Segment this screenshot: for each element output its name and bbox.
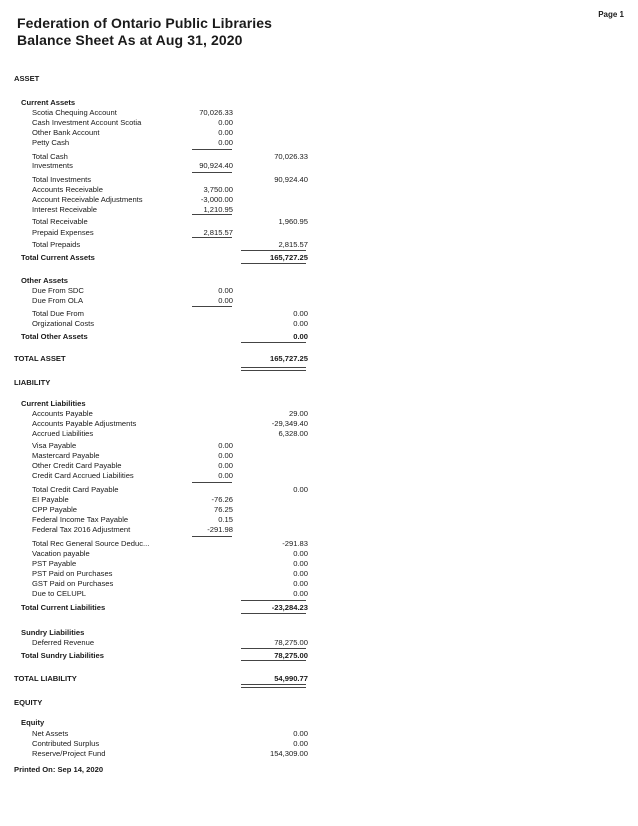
account-label: Reserve/Project Fund bbox=[32, 749, 106, 758]
total-amount: 0.00 bbox=[293, 729, 308, 738]
detail-amount: 70,026.33 bbox=[199, 108, 233, 117]
total-amount: 6,328.00 bbox=[278, 429, 308, 438]
account-label: CPP Payable bbox=[32, 505, 78, 514]
detail-amount: -3,000.00 bbox=[200, 195, 233, 204]
total-amount: 78,275.00 bbox=[274, 651, 308, 660]
detail-amount: 0.00 bbox=[218, 441, 233, 450]
detail-amount: 0.00 bbox=[218, 461, 233, 470]
account-label: ASSET bbox=[14, 74, 40, 83]
subtotal-rule bbox=[241, 367, 306, 368]
account-label: Total Cash bbox=[32, 152, 68, 161]
account-label: Accounts Receivable bbox=[32, 185, 103, 194]
subtotal-rule bbox=[241, 250, 306, 251]
subtotal-rule bbox=[192, 214, 232, 215]
row-liability bbox=[0, 377, 638, 388]
total-amount: -29,349.40 bbox=[271, 419, 308, 428]
row-total-prepaids bbox=[0, 239, 638, 250]
account-label: Total Receivable bbox=[32, 217, 88, 226]
account-label: Accounts Payable Adjustments bbox=[32, 419, 137, 428]
total-amount: -23,284.23 bbox=[271, 603, 308, 612]
total-amount: 0.00 bbox=[293, 559, 308, 568]
total-amount: 1,960.95 bbox=[278, 217, 308, 226]
detail-amount: 0.00 bbox=[218, 471, 233, 480]
total-amount: 0.00 bbox=[293, 569, 308, 578]
row-prepaid-expenses bbox=[0, 227, 638, 238]
row-due-from-ola bbox=[0, 295, 638, 306]
row-asset bbox=[0, 73, 638, 84]
detail-amount: 0.00 bbox=[218, 128, 233, 137]
account-label: Account Receivable Adjustments bbox=[32, 195, 143, 204]
row-deferred-revenue bbox=[0, 637, 638, 648]
row-total-liability bbox=[0, 673, 638, 684]
subtotal-rule bbox=[192, 149, 232, 150]
account-label: Federal Tax 2016 Adjustment bbox=[32, 525, 131, 534]
account-label: Total Prepaids bbox=[32, 240, 81, 249]
account-label: Contributed Surplus bbox=[32, 739, 100, 748]
row-credit-card-accrued-liabilities bbox=[0, 470, 638, 481]
account-label: Federal Income Tax Payable bbox=[32, 515, 129, 524]
account-label: Orgizational Costs bbox=[32, 319, 95, 328]
account-label: Vacation payable bbox=[32, 549, 90, 558]
account-label: Due From OLA bbox=[32, 296, 84, 305]
total-amount: 165,727.25 bbox=[269, 253, 308, 262]
subtotal-rule bbox=[192, 536, 232, 537]
total-amount: 70,026.33 bbox=[274, 152, 308, 161]
account-label: Total Sundry Liabilities bbox=[21, 651, 104, 660]
account-label: PST Payable bbox=[32, 559, 77, 568]
total-amount: 0.00 bbox=[293, 739, 308, 748]
subtotal-rule bbox=[241, 660, 306, 661]
subtotal-rule bbox=[241, 370, 306, 371]
account-label: Visa Payable bbox=[32, 441, 77, 450]
row-investments bbox=[0, 160, 638, 171]
row-total-other-assets bbox=[0, 331, 638, 342]
total-amount: -291.83 bbox=[282, 539, 308, 548]
account-label: Cash Investment Account Scotia bbox=[32, 118, 142, 127]
subtotal-rule bbox=[192, 306, 232, 307]
account-label: Current Assets bbox=[21, 98, 76, 107]
account-label: Total Due From bbox=[32, 309, 84, 318]
row-accrued-liabilities bbox=[0, 428, 638, 439]
detail-amount: 0.00 bbox=[218, 296, 233, 305]
total-amount: 0.00 bbox=[293, 319, 308, 328]
total-amount: 2,815.57 bbox=[278, 240, 308, 249]
detail-amount: 2,815.57 bbox=[203, 228, 233, 237]
total-amount: 78,275.00 bbox=[274, 638, 308, 647]
account-label: Total Rec General Source Deduc... bbox=[32, 539, 150, 548]
subtotal-rule bbox=[241, 342, 306, 343]
page-number: Page 1 bbox=[598, 10, 624, 19]
account-label: Total Current Liabilities bbox=[21, 603, 106, 612]
printed-on-date: Printed On: Sep 14, 2020 bbox=[14, 765, 104, 774]
account-label: Other Assets bbox=[21, 276, 68, 285]
row-total-receivable bbox=[0, 216, 638, 227]
subtotal-rule bbox=[192, 237, 232, 238]
subtotal-rule bbox=[241, 600, 306, 601]
detail-amount: 1,210.95 bbox=[203, 205, 233, 214]
row-total-current-liabilities bbox=[0, 602, 638, 613]
total-amount: 90,924.40 bbox=[274, 175, 308, 184]
subtotal-rule bbox=[241, 613, 306, 614]
account-label: Scotia Chequing Account bbox=[32, 108, 117, 117]
account-label: TOTAL LIABILITY bbox=[14, 674, 77, 683]
account-label: Other Credit Card Payable bbox=[32, 461, 122, 470]
organization-title: Federation of Ontario Public Libraries bbox=[17, 15, 273, 31]
row-equity bbox=[0, 717, 638, 728]
account-label: Equity bbox=[21, 718, 45, 727]
account-label: Mastercard Payable bbox=[32, 451, 100, 460]
detail-amount: -76.26 bbox=[211, 495, 233, 504]
row-petty-cash bbox=[0, 137, 638, 148]
account-label: Credit Card Accrued Liabilities bbox=[32, 471, 134, 480]
subtotal-rule bbox=[241, 263, 306, 264]
total-amount: 0.00 bbox=[293, 579, 308, 588]
account-label: EQUITY bbox=[14, 698, 43, 707]
total-amount: 154,309.00 bbox=[269, 749, 308, 758]
total-amount: 29.00 bbox=[288, 409, 308, 418]
total-amount: 0.00 bbox=[293, 309, 308, 318]
account-label: Investments bbox=[32, 161, 73, 170]
detail-amount: 0.00 bbox=[218, 286, 233, 295]
row-due-to-celupl bbox=[0, 588, 638, 599]
account-label: TOTAL ASSET bbox=[14, 354, 66, 363]
detail-amount: -291.98 bbox=[207, 525, 233, 534]
subtotal-rule bbox=[241, 684, 306, 685]
detail-amount: 0.00 bbox=[218, 118, 233, 127]
account-label: Total Current Assets bbox=[21, 253, 95, 262]
account-label: EI Payable bbox=[32, 495, 69, 504]
subtotal-rule bbox=[241, 687, 306, 688]
detail-amount: 0.00 bbox=[218, 138, 233, 147]
row-reserve-project-fund bbox=[0, 748, 638, 759]
account-label: Total Credit Card Payable bbox=[32, 485, 119, 494]
account-label: Total Investments bbox=[32, 175, 92, 184]
account-label: LIABILITY bbox=[14, 378, 51, 387]
total-amount: 0.00 bbox=[293, 332, 308, 341]
row-total-sundry-liabilities bbox=[0, 650, 638, 661]
row-total-current-assets bbox=[0, 252, 638, 263]
total-amount: 165,727.25 bbox=[269, 354, 308, 363]
subtotal-rule bbox=[241, 648, 306, 649]
subtotal-rule bbox=[192, 482, 232, 483]
detail-amount: 0.15 bbox=[218, 515, 233, 524]
report-title: Balance Sheet As at Aug 31, 2020 bbox=[17, 32, 243, 48]
total-amount: 0.00 bbox=[293, 589, 308, 598]
account-label: Interest Receivable bbox=[32, 205, 98, 214]
detail-amount: 90,924.40 bbox=[199, 161, 233, 170]
account-label: Total Other Assets bbox=[21, 332, 88, 341]
total-amount: 0.00 bbox=[293, 485, 308, 494]
row-orgizational-costs bbox=[0, 318, 638, 329]
account-label: Sundry Liabilities bbox=[21, 628, 85, 637]
detail-amount: 0.00 bbox=[218, 451, 233, 460]
account-label: Other Bank Account bbox=[32, 128, 100, 137]
account-label: Due to CELUPL bbox=[32, 589, 87, 598]
account-label: Due From SDC bbox=[32, 286, 84, 295]
account-label: Accounts Payable bbox=[32, 409, 93, 418]
row-equity bbox=[0, 697, 638, 708]
account-label: Prepaid Expenses bbox=[32, 228, 94, 237]
row-interest-receivable bbox=[0, 204, 638, 215]
total-amount: 54,990.77 bbox=[274, 674, 308, 683]
account-label: Petty Cash bbox=[32, 138, 70, 147]
account-label: GST Paid on Purchases bbox=[32, 579, 114, 588]
total-amount: 0.00 bbox=[293, 549, 308, 558]
account-label: PST Paid on Purchases bbox=[32, 569, 113, 578]
subtotal-rule bbox=[192, 172, 232, 173]
account-label: Current Liabilities bbox=[21, 399, 86, 408]
detail-amount: 76.25 bbox=[213, 505, 233, 514]
account-label: Accrued Liabilities bbox=[32, 429, 94, 438]
row-total-asset bbox=[0, 353, 638, 364]
account-label: Net Assets bbox=[32, 729, 69, 738]
detail-amount: 3,750.00 bbox=[203, 185, 233, 194]
row-federal-tax-2016-adjustment bbox=[0, 524, 638, 535]
account-label: Deferred Revenue bbox=[32, 638, 95, 647]
